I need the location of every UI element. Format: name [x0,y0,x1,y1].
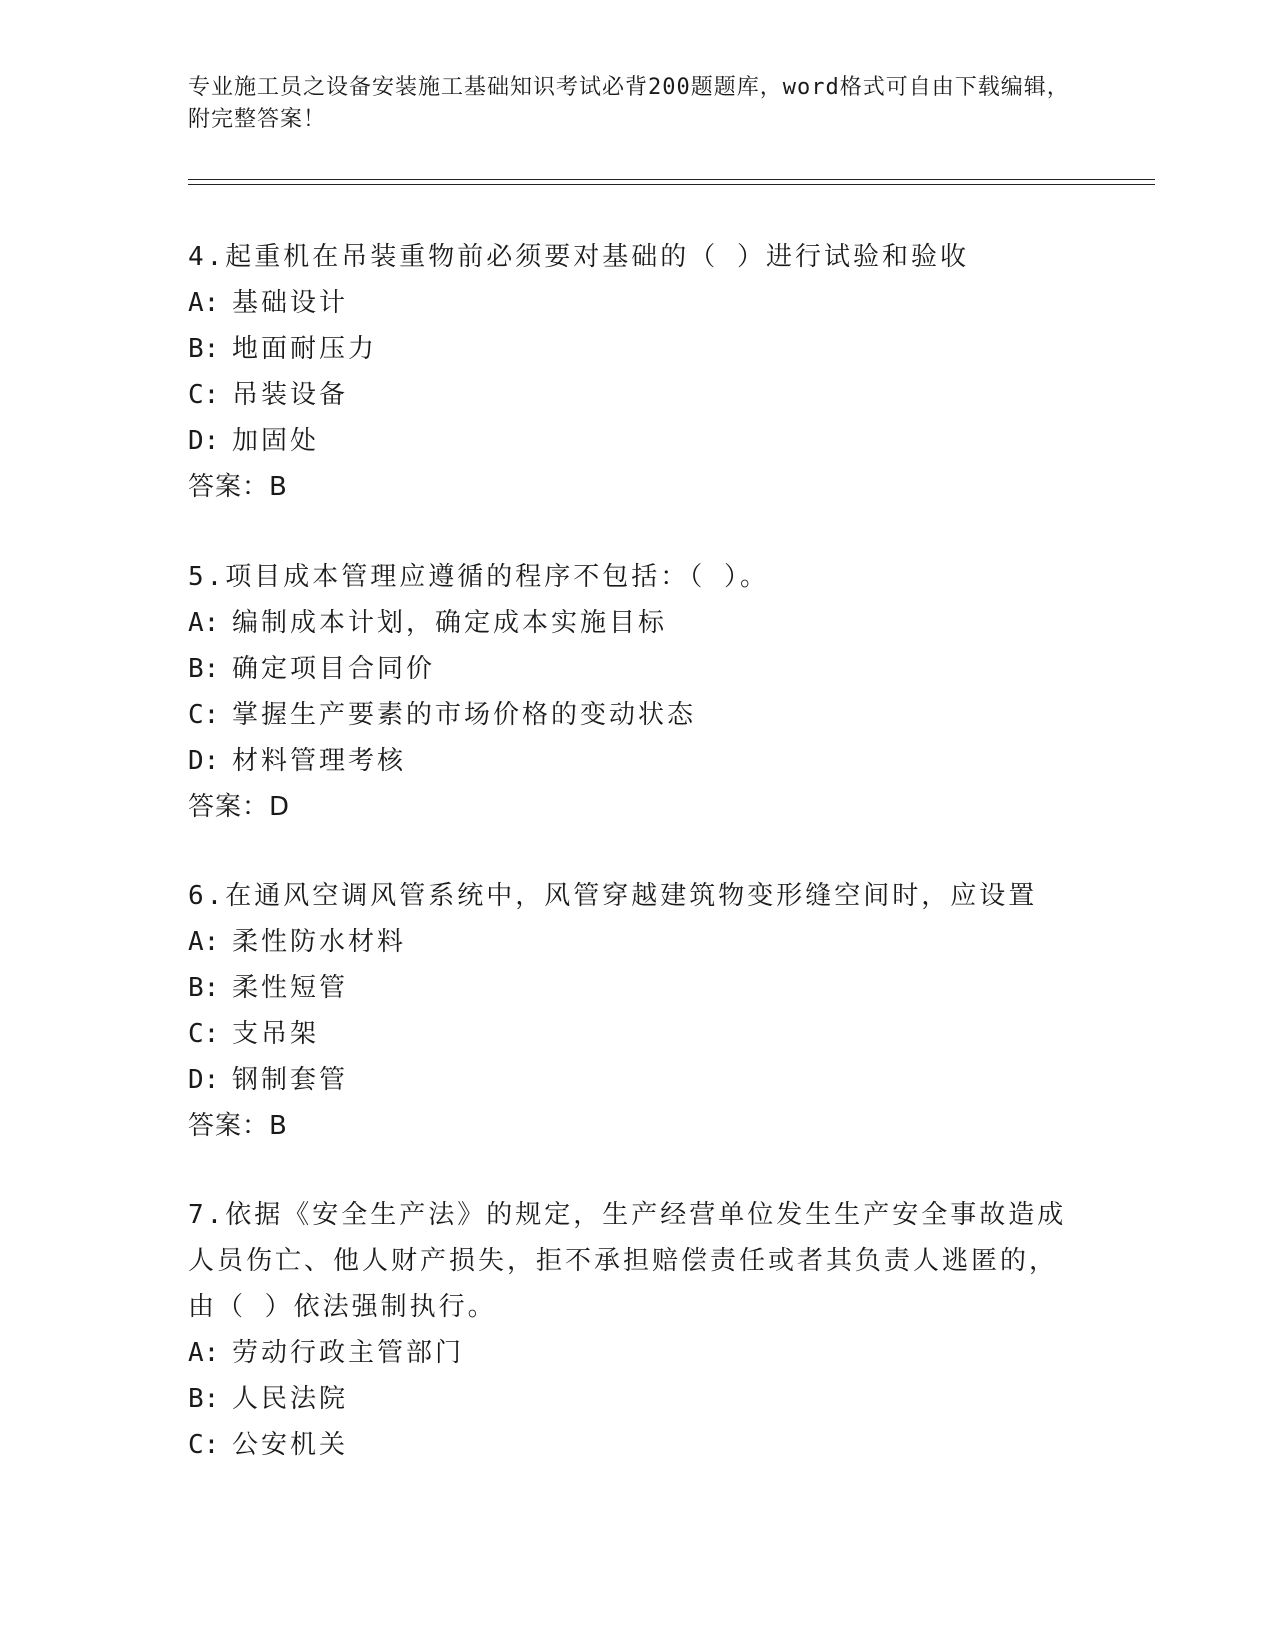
question-block [188,1192,1088,1468]
option-text: 加固处 [232,426,320,456]
option-letter: A: [188,288,220,318]
option-c [188,1011,1088,1057]
option-text: 材料管理考核 [232,746,407,776]
option-text: 人民法院 [232,1384,349,1414]
option-b [188,1376,1088,1422]
option-text: 柔性防水材料 [232,927,407,957]
question-block [188,554,1088,830]
question-text: 6.在通风空调风管系统中，风管穿越建筑物变形缝空间时，应设置 [188,881,1038,911]
option-letter: D: [188,746,220,776]
option-a [188,280,1088,326]
question-block [188,234,1088,510]
option-c [188,1422,1088,1468]
answer-text: 答案：B [188,472,288,502]
answer-text: 答案：D [188,792,291,822]
option-c [188,692,1088,738]
option-letter: A: [188,927,220,957]
document-header: 专业施工员之设备安装施工基础知识考试必背200题题库，word格式可自由下载编辑，附完整答案！ [188,75,1070,132]
option-letter: B: [188,973,220,1003]
option-letter: B: [188,654,220,684]
option-d [188,738,1088,784]
option-text: 基础设计 [232,288,349,318]
option-letter: C: [188,380,220,410]
option-text: 掌握生产要素的市场价格的变动状态 [232,700,697,730]
option-letter: C: [188,1430,220,1460]
option-text: 公安机关 [232,1430,349,1460]
option-text: 确定项目合同价 [232,654,436,684]
option-a [188,600,1088,646]
option-letter: B: [188,1384,220,1414]
option-c [188,372,1088,418]
option-b [188,646,1088,692]
option-letter: C: [188,1019,220,1049]
option-letter: A: [188,1338,220,1368]
question-text: 7.依据《安全生产法》的规定，生产经营单位发生生产安全事故造成人员伤亡、他人财产损失，拒不承担赔偿责任或者其负责人逃匿的，由（ ）依法强制执行。 [188,1200,1067,1322]
option-text: 钢制套管 [232,1065,349,1095]
option-a [188,919,1088,965]
question-block [188,873,1088,1149]
option-letter: A: [188,608,220,638]
option-text: 支吊架 [232,1019,320,1049]
option-a [188,1330,1088,1376]
option-d [188,1057,1088,1103]
answer-text: 答案：B [188,1111,288,1141]
option-text: 劳动行政主管部门 [232,1338,465,1368]
option-letter: D: [188,1065,220,1095]
option-b [188,965,1088,1011]
header-divider-top [188,179,1155,180]
question-text: 5.项目成本管理应遵循的程序不包括：（ ）。 [188,562,769,592]
option-text: 地面耐压力 [232,334,378,364]
option-b [188,326,1088,372]
option-letter: C: [188,700,220,730]
option-letter: B: [188,334,220,364]
option-text: 编制成本计划，确定成本实施目标 [232,608,668,638]
option-letter: D: [188,426,220,456]
option-text: 柔性短管 [232,973,349,1003]
option-text: 吊装设备 [232,380,349,410]
header-divider-bottom [188,184,1155,185]
option-d [188,418,1088,464]
question-text: 4.起重机在吊装重物前必须要对基础的（ ）进行试验和验收 [188,242,969,272]
